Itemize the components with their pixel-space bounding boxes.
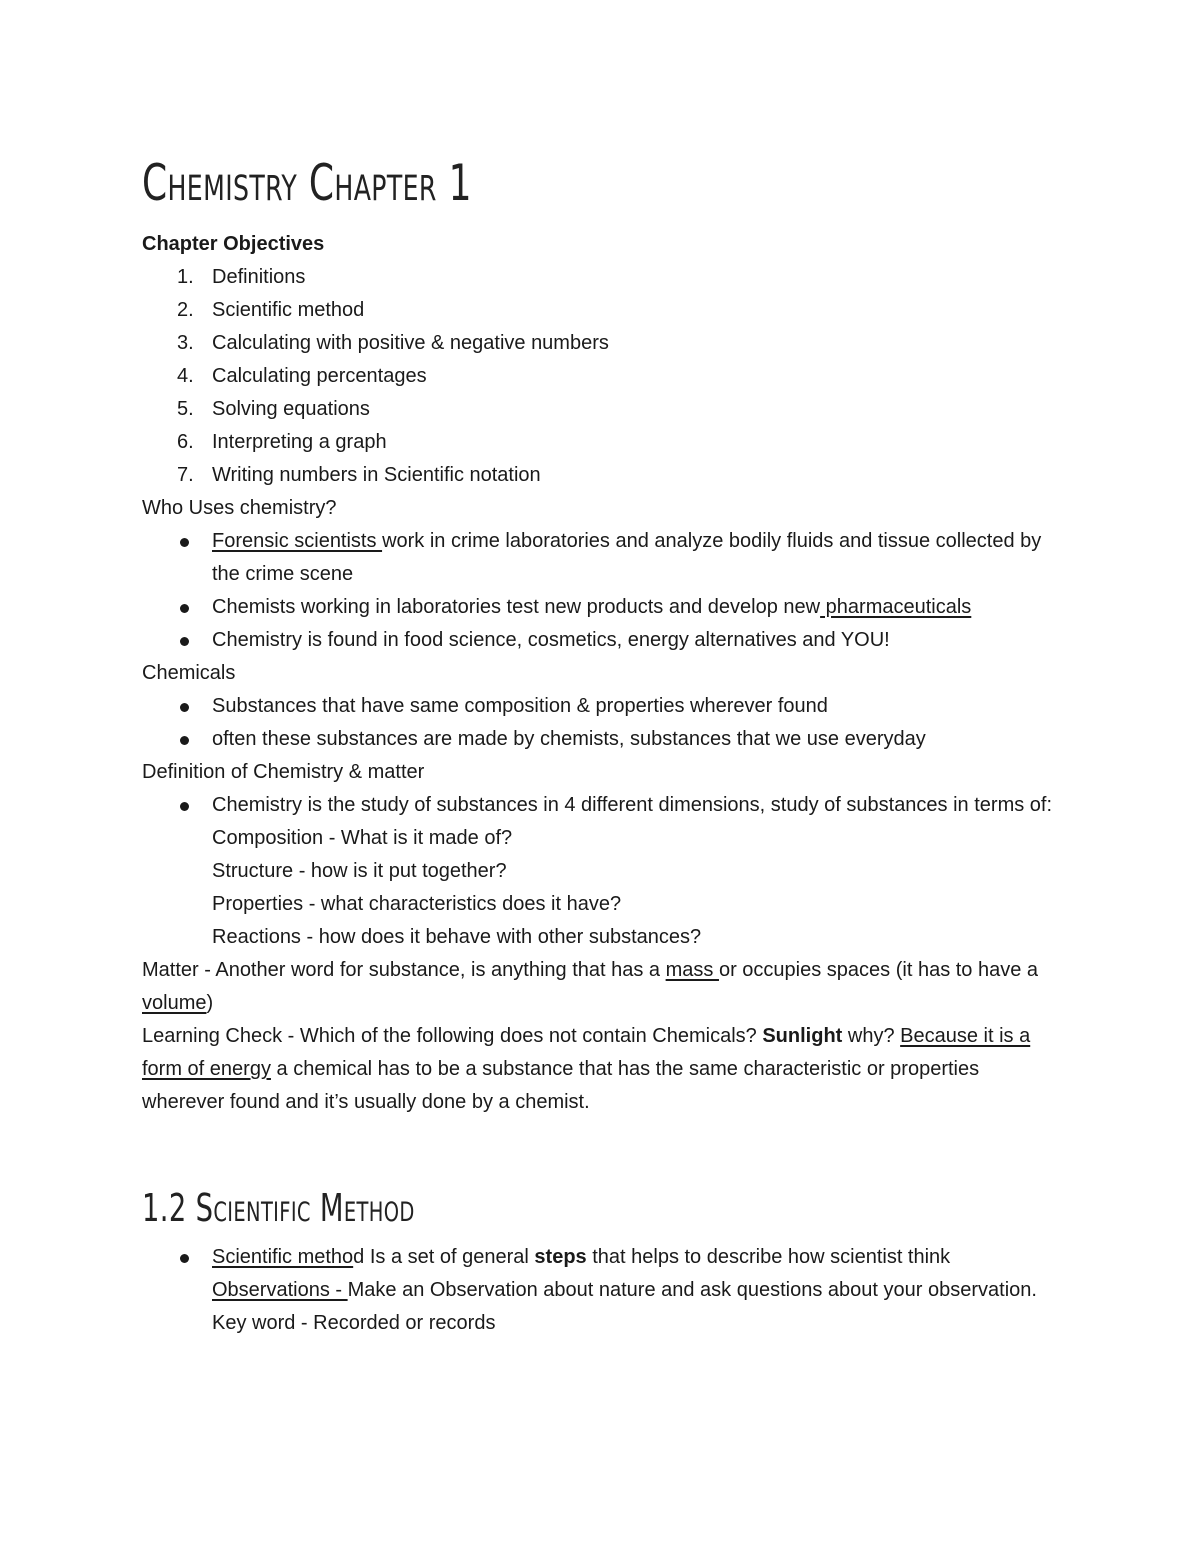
underlined-term: Forensic scientists [212, 530, 383, 552]
definition-line: Composition - What is it made of? [212, 827, 513, 849]
objectives-list [142, 261, 1062, 492]
list-item [142, 624, 1062, 657]
definition-heading: Definition of Chemistry & matter [142, 761, 425, 783]
bullet-dot [180, 802, 189, 811]
bullet-dot [180, 703, 189, 712]
underlined-term: volume [142, 992, 207, 1014]
list-number: 3. [177, 332, 194, 354]
learning-check-paragraph [142, 1020, 1062, 1119]
definition-line: Reactions - how does it behave with other substances? [212, 926, 702, 948]
underlined-term: Because it is a form of energy [142, 1025, 1031, 1080]
definition-list [142, 789, 1062, 822]
section-title: 1.2 Scientific Method [142, 1186, 415, 1230]
list-item [142, 525, 1062, 591]
text-run: ) [206, 992, 214, 1014]
list-text: Calculating with positive & negative numbers [212, 332, 609, 354]
bullet-dot [180, 538, 189, 547]
list-text: Writing numbers in Scientific notation [212, 464, 541, 486]
text-run: Learning Check - Which of the following does not contain Chemicals? [142, 1025, 763, 1047]
who-uses-list [142, 525, 1062, 657]
bullet-dot [180, 637, 189, 646]
bullet-text: work in crime laboratories and analyze bodily fluids and tissue collected by the crime scene [212, 530, 1042, 585]
section-spacer [142, 1119, 1062, 1183]
matter-paragraph [142, 954, 1062, 1020]
scientific-method-list [142, 1241, 1062, 1340]
text-run: or occupies spaces (it has to have a [718, 959, 1039, 981]
bullet-dot [180, 1254, 189, 1263]
list-item [142, 360, 1062, 393]
chemicals-heading: Chemicals [142, 662, 236, 684]
list-text: Solving equations [212, 398, 370, 420]
list-item [142, 426, 1062, 459]
list-number: 1. [177, 266, 194, 288]
bullet-dot [180, 604, 189, 613]
list-text: Calculating percentages [212, 365, 427, 387]
list-text: Scientific method [212, 299, 365, 321]
bullet-text: Chemistry is found in food science, cosmetics, energy alternatives and YOU! [212, 629, 890, 651]
list-item [142, 723, 1062, 756]
page-title: Chemistry Chapter 1 [142, 154, 472, 212]
text-run: Make an Observation about nature and ask questions about your observation. Key word - Recorded or records [212, 1279, 1037, 1334]
list-number: 5. [177, 398, 194, 420]
list-item [142, 459, 1062, 492]
bold-term: steps [534, 1246, 587, 1268]
underlined-term: Observations - [212, 1279, 348, 1301]
underlined-term: Scientific metho [212, 1246, 354, 1268]
bullet-text: Chemists working in laboratories test new products and develop new [212, 596, 821, 618]
text-run: d Is a set of general [353, 1246, 535, 1268]
list-number: 4. [177, 365, 194, 387]
definition-line: Structure - how is it put together? [212, 860, 507, 882]
objectives-heading: Chapter Objectives [142, 233, 325, 255]
bullet-text: often these substances are made by chemists, substances that we use everyday [212, 728, 926, 750]
list-item [142, 591, 1062, 624]
bullet-dot [180, 736, 189, 745]
document-body [142, 152, 1062, 1340]
who-uses-heading: Who Uses chemistry? [142, 497, 337, 519]
text-run: that helps to describe how scientist think [586, 1246, 951, 1268]
underlined-term: pharmaceuticals [820, 596, 972, 618]
list-item [142, 261, 1062, 294]
list-number: 6. [177, 431, 194, 453]
bullet-text: Chemistry is the study of substances in 4 different dimensions, study of substances in terms of: [212, 794, 1053, 816]
bullet-text: Substances that have same composition & properties wherever found [212, 695, 828, 717]
chemicals-list [142, 690, 1062, 756]
list-number: 7. [177, 464, 194, 486]
list-item [142, 393, 1062, 426]
list-item [142, 690, 1062, 723]
list-item [142, 1241, 1062, 1340]
list-item [142, 327, 1062, 360]
text-run: a chemical has to be a substance that has the same characteristic or properties wherever found and it’s usually done by a chemist. [142, 1058, 980, 1113]
text-run: why? [842, 1025, 901, 1047]
definition-line: Properties - what characteristics does it have? [212, 893, 622, 915]
list-text: Definitions [212, 266, 306, 288]
list-number: 2. [177, 299, 194, 321]
list-item [142, 789, 1062, 822]
bold-term: Sunlight [762, 1025, 843, 1047]
list-item [142, 294, 1062, 327]
section-heading-wrap [142, 1183, 1062, 1233]
underlined-term: mass [665, 959, 719, 981]
list-text: Interpreting a graph [212, 431, 387, 453]
text-run: Matter - Another word for substance, is anything that has a [142, 959, 666, 981]
